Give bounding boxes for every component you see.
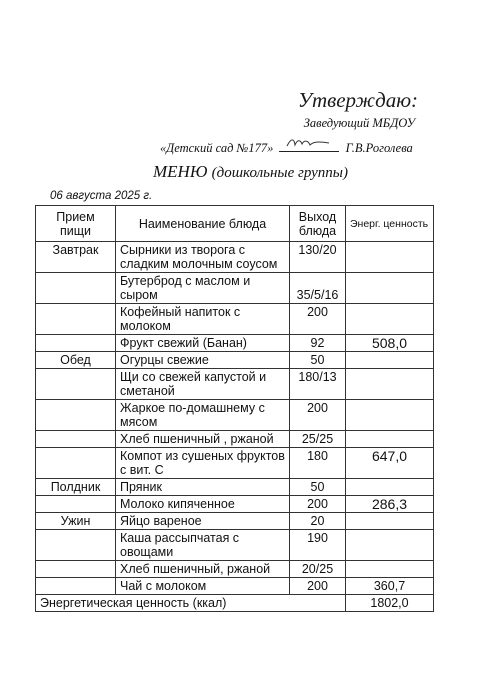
dish-cell: Каша рассыпчатая с овощами (116, 530, 290, 561)
table-row (36, 530, 434, 561)
table-row (36, 335, 434, 352)
signature (279, 141, 339, 152)
yield-cell: 200 (290, 400, 346, 431)
table-row (36, 513, 434, 530)
title-main: МЕНЮ (153, 162, 208, 181)
energy-cell (346, 479, 434, 496)
dish-cell: Компот из сушеных фруктов с вит. С (116, 448, 290, 479)
column-header-energy: Энерг. ценность (346, 206, 434, 242)
yield-cell: 180 (290, 448, 346, 479)
energy-cell (346, 352, 434, 369)
yield-cell: 200 (290, 496, 346, 513)
menu-table (35, 205, 434, 612)
table-row (36, 496, 434, 513)
yield-cell: 180/13 (290, 369, 346, 400)
energy-cell (346, 273, 434, 304)
title-sub: (дошкольные группы) (211, 165, 348, 181)
dish-cell: Жаркое по-домашнему с мясом (116, 400, 290, 431)
table-row (36, 400, 434, 431)
energy-cell (346, 369, 434, 400)
yield-cell: 20 (290, 513, 346, 530)
energy-cell: 360,7 (346, 578, 434, 595)
table-row (36, 431, 434, 448)
energy-cell (346, 304, 434, 335)
dish-cell: Хлеб пшеничный, ржаной (116, 561, 290, 578)
meal-cell (36, 273, 116, 304)
dish-cell: Пряник (116, 479, 290, 496)
meal-cell (36, 561, 116, 578)
yield-cell: 35/5/16 (290, 273, 346, 304)
energy-cell (346, 431, 434, 448)
table-header-row (36, 206, 434, 242)
energy-cell (346, 561, 434, 578)
head-name: Г.В.Роголева (345, 141, 413, 155)
column-header-dish: Наименование блюда (116, 206, 290, 242)
meal-cell (36, 431, 116, 448)
total-row (36, 595, 434, 612)
yield-cell: 92 (290, 335, 346, 352)
dish-cell: Яйцо вареное (116, 513, 290, 530)
dish-cell: Сырники из творога с сладким молочным соусом (116, 242, 290, 273)
table-row (36, 448, 434, 479)
table-row (36, 578, 434, 595)
page-title (153, 162, 348, 182)
org-name: «Детский сад №177» (160, 141, 274, 155)
meal-cell (36, 578, 116, 595)
table-row (36, 352, 434, 369)
yield-cell: 50 (290, 352, 346, 369)
approve-heading: Утверждаю: (297, 88, 418, 112)
table-row (36, 561, 434, 578)
head-role: Заведующий МБДОУ (303, 116, 415, 130)
meal-cell (36, 530, 116, 561)
meal-cell: Завтрак (36, 242, 116, 273)
dish-cell: Огурцы свежие (116, 352, 290, 369)
dish-cell: Фрукт свежий (Банан) (116, 335, 290, 352)
yield-cell: 50 (290, 479, 346, 496)
meal-cell: Ужин (36, 513, 116, 530)
yield-cell: 25/25 (290, 431, 346, 448)
dish-cell: Бутерброд с маслом и сыром (116, 273, 290, 304)
energy-cell: 647,0 (346, 448, 434, 479)
dish-cell: Кофейный напиток с молоком (116, 304, 290, 335)
dish-cell: Молоко кипяченное (116, 496, 290, 513)
table-row (36, 304, 434, 335)
yield-cell: 200 (290, 578, 346, 595)
dish-cell: Чай с молоком (116, 578, 290, 595)
energy-cell (346, 400, 434, 431)
yield-cell: 130/20 (290, 242, 346, 273)
energy-cell (346, 513, 434, 530)
head-signature-line (160, 141, 420, 156)
yield-cell: 190 (290, 530, 346, 561)
meal-cell (36, 369, 116, 400)
dish-cell: Щи со свежей капустой и сметаной (116, 369, 290, 400)
menu-body (36, 242, 434, 595)
meal-cell (36, 400, 116, 431)
meal-cell (36, 304, 116, 335)
meal-cell: Полдник (36, 479, 116, 496)
meal-cell (36, 496, 116, 513)
energy-cell: 508,0 (346, 335, 434, 352)
menu-date: 06 августа 2025 г. (50, 190, 153, 202)
meal-cell: Обед (36, 352, 116, 369)
table-row (36, 479, 434, 496)
table-row (36, 242, 434, 273)
meal-cell (36, 448, 116, 479)
column-header-yield: Выход блюда (290, 206, 346, 242)
yield-cell: 200 (290, 304, 346, 335)
energy-cell (346, 530, 434, 561)
total-label: Энергетическая ценность (ккал) (36, 595, 346, 612)
energy-cell: 286,3 (346, 496, 434, 513)
yield-cell: 20/25 (290, 561, 346, 578)
meal-cell (36, 335, 116, 352)
total-value: 1802,0 (346, 595, 434, 612)
table-row (36, 369, 434, 400)
signature-scribble-icon (285, 137, 331, 149)
dish-cell: Хлеб пшеничный , ржаной (116, 431, 290, 448)
table-row (36, 273, 434, 304)
energy-cell (346, 242, 434, 273)
column-header-meal: Прием пищи (36, 206, 116, 242)
